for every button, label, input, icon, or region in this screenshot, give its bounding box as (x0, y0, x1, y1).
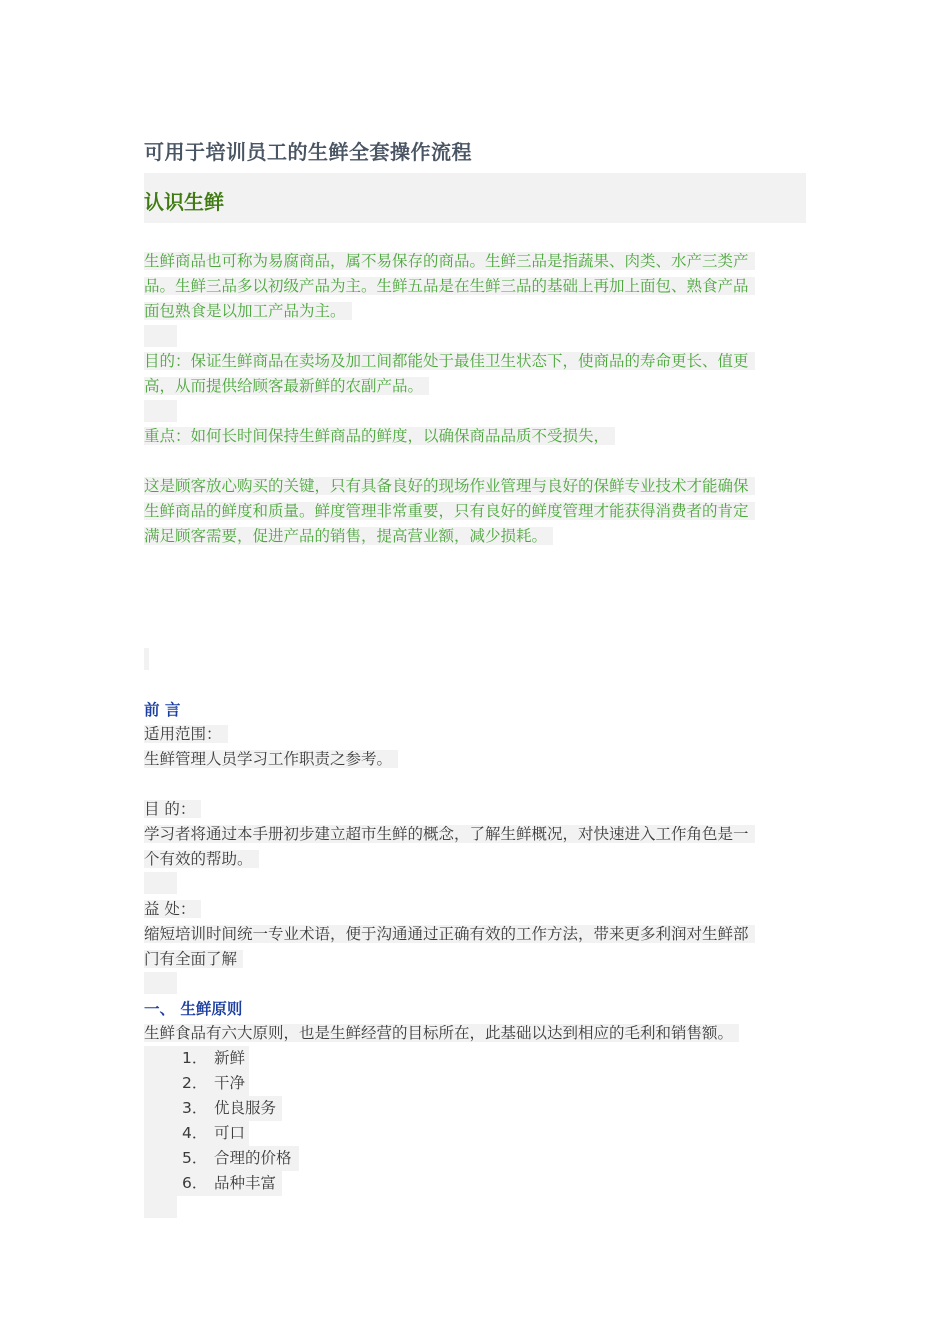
principle-text: 干净 (214, 1074, 246, 1092)
benefit-label (144, 897, 201, 922)
benefit-text-1: 缩短培训时间统一专业术语，便于沟通通过正确有效的工作方法，带来更多利润对生鲜部 (144, 925, 755, 943)
principle-number: 1． (182, 1049, 208, 1067)
purpose-paragraph (144, 349, 806, 399)
principle-item (144, 1071, 294, 1096)
principle-text: 新鲜 (214, 1049, 246, 1067)
purpose-text-line-1 (144, 822, 755, 847)
scope-text (144, 747, 398, 772)
intro-line-3: 面包熟食是以加工产品为主。 (144, 302, 352, 320)
purpose-text-line-2 (144, 847, 259, 872)
principle-text: 可口 (214, 1124, 246, 1142)
principles-heading: 一、 生鲜原则 (144, 1000, 243, 1018)
principles-intro-text: 生鲜食品有六大原则，也是生鲜经营的目标所在，此基础以达到相应的毛利和销售额。 (144, 1024, 739, 1042)
keypoint-line-1: 重点：如何长时间保持生鲜商品的鲜度，以确保商品品质不受损失， (144, 427, 615, 445)
blank-marker (144, 648, 149, 670)
benefit-text-2: 门有全面了解 (144, 950, 243, 968)
purpose-text-1: 学习者将通过本手册初步建立超市生鲜的概念，了解生鲜概况，对快速进入工作角色是一 (144, 825, 755, 843)
principle-number: 4． (182, 1124, 208, 1142)
intro-line-2: 品。生鲜三品多以初级产品为主。生鲜五品是在生鲜三品的基础上再加上面包、熟食产品 (144, 277, 755, 295)
principles-intro (144, 1021, 739, 1046)
principle-item (144, 1171, 294, 1196)
benefit-text-line-2 (144, 947, 243, 972)
benefit-label-text: 益 处： (144, 900, 201, 918)
section-heading-band (144, 173, 806, 223)
intro-paragraph (144, 249, 806, 324)
purpose-label-text: 目 的： (144, 800, 201, 818)
purpose-line-2: 高，从而提供给顾客最新鲜的农副产品。 (144, 377, 429, 395)
purpose-text-2: 个有效的帮助。 (144, 850, 259, 868)
blank-line (144, 872, 177, 894)
principle-item (144, 1121, 294, 1146)
principle-number: 6． (182, 1174, 208, 1192)
principle-number: 2． (182, 1074, 208, 1092)
blank-line (144, 325, 177, 347)
keypoint-paragraph (144, 424, 806, 449)
principle-item (144, 1096, 294, 1121)
section-heading-recognize-fresh: 认识生鲜 (144, 190, 224, 214)
intro-line-1: 生鲜商品也可称为易腐商品，属不易保存的商品。生鲜三品是指蔬果、肉类、水产三类产 (144, 252, 755, 270)
principle-item (144, 1146, 294, 1171)
principle-text: 合理的价格 (214, 1149, 292, 1167)
principle-text: 优良服务 (214, 1099, 277, 1117)
key-line-2: 生鲜商品的鲜度和质量。鲜度管理非常重要，只有良好的鲜度管理才能获得消费者的肯定 (144, 502, 755, 520)
principle-number: 3． (182, 1099, 208, 1117)
principle-number: 5． (182, 1149, 208, 1167)
principle-item (144, 1046, 294, 1071)
principle-text: 品种丰富 (214, 1174, 277, 1192)
key-line-1: 这是顾客放心购买的关键，只有具备良好的现场作业管理与良好的保鲜专业技术才能确保 (144, 477, 755, 495)
benefit-text-line-1 (144, 922, 755, 947)
key-paragraph (144, 474, 806, 549)
scope-label-text: 适用范围： (144, 725, 228, 743)
purpose-label (144, 797, 201, 822)
purpose-line-1: 目的：保证生鲜商品在卖场及加工间都能处于最佳卫生状态下，使商品的寿命更长、值更 (144, 352, 755, 370)
scope-label (144, 722, 228, 747)
blank-line (144, 972, 177, 994)
blank-line (144, 1196, 177, 1218)
blank-line (144, 400, 177, 422)
scope-text-content: 生鲜管理人员学习工作职责之参考。 (144, 750, 398, 768)
preface-heading: 前 言 (144, 701, 181, 719)
document-title: 可用于培训员工的生鲜全套操作流程 (144, 140, 472, 164)
key-line-3: 满足顾客需要，促进产品的销售，提高营业额，减少损耗。 (144, 527, 553, 545)
